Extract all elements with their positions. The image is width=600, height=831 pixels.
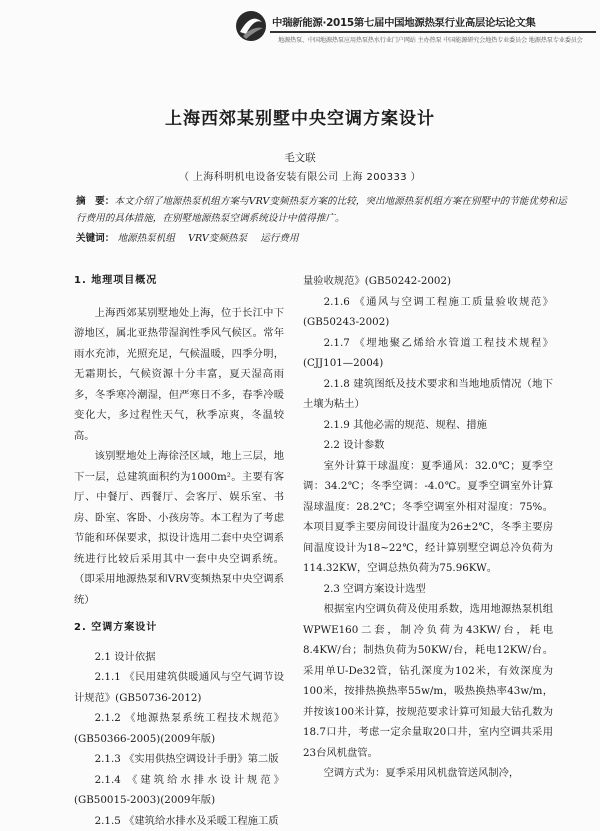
body-paragraph: 上海西郊某别墅地处上海，位于长江中下游地区，属北亚热带湿润性季风气候区。常年雨水充沛，光照充足，气候温暖，四季分明，无霜期长，气候资源十分丰富，夏天湿高雨多，冬季寒冷潮湿，但严寒日不多，春季冷暖变化大，多过程性天气，秋季凉爽，冬温较高。 — [74, 303, 284, 447]
proceedings-organizers: 地源热泵、中国地源热泵应用热泵热水行业门户网站 主办热泵 中国能源研究会地热专业委员会 地源热泵专业委员会 — [278, 35, 596, 44]
reference-item: 2.1.1 《民用建筑供暖通风与空气调节设计规范》(GB50736-2012) — [74, 667, 284, 708]
body-paragraph: 该别墅地处上海徐泾区域，地上三层，地下一层，总建筑面积约为1000m²。主要有客厅、中餐厅、西餐厅、会客厅、娱乐室、书房、卧室、客卧、小孩房等。本工程为了考虑节能和环保要求，拟设计选用二套中央空调系统进行比较后采用其中一套中央空调系统。（即采用地源热泵和VRV变频热泵中央空调系统） — [74, 446, 284, 610]
abstract — [76, 193, 570, 227]
keywords-label: 关键词： — [76, 233, 114, 244]
reference-item: 2.1.3 《实用供热空调设计手册》第二版 — [74, 749, 284, 770]
abstract-text: 本文介绍了地源热泵机组方案与VRV变频热泵方案的比较，突出地源热泵机组方案在别墅中的节能优势和运行费用的具体措施，在别墅地源热泵空调系统设计中值得推广。 — [76, 196, 567, 224]
proceedings-title: 中瑞新能源·2015第七届中国地源热泵行业高层论坛论文集 — [272, 14, 594, 29]
author-affiliation: （ 上海科明机电设备安装有限公司 上海 200333 ） — [0, 168, 600, 183]
abstract-label: 摘 要： — [76, 196, 114, 207]
header-divider — [270, 31, 596, 33]
reference-item: 2.1.8 建筑图纸及技术要求和当地地质情况（地下土壤为粘土） — [303, 374, 553, 415]
reference-item: 2.1.4 《建筑给水排水设计规范》(GB50015-2003)(2009年版) — [74, 770, 284, 811]
keywords — [76, 230, 570, 247]
section-heading: 2. 空调方案设计 — [74, 618, 284, 639]
journal-header — [0, 0, 600, 64]
reference-item: 2.1.6 《通风与空调工程施工质量验收规范》(GB50243-2002) — [303, 292, 553, 333]
subsection-heading: 2.2 设计参数 — [303, 435, 553, 456]
left-column — [74, 271, 284, 831]
conference-logo-icon — [234, 8, 268, 46]
reference-item: 2.1.7 《埋地聚乙烯给水管道工程技术规程》(CJJ101—2004) — [303, 333, 553, 374]
reference-item: 2.1.2 《地源热泵系统工程技术规范》(GB50366-2005)(2009年版) — [74, 708, 284, 749]
reference-item: 2.1.9 其他必需的规范、规程、措施 — [303, 415, 553, 436]
paper-title: 上海西郊某别墅中央空调方案设计 — [0, 104, 600, 129]
body-paragraph: 空调方式为：夏季采用风机盘管送风制冷， — [303, 763, 553, 784]
keyword: 运行费用 — [260, 233, 298, 244]
section-heading: 1. 地理项目概况 — [74, 271, 284, 292]
keyword: 地源热泵机组 — [117, 233, 175, 244]
paper-author: 毛文联 — [0, 150, 600, 165]
right-column — [303, 271, 553, 784]
body-paragraph: 室外计算干球温度：夏季通风：32.0℃；夏季空调：34.2℃；冬季空调：-4.0℃。夏季空调室外计算湿球温度：28.2℃；冬季空调室外相对湿度：75%。本项目夏季主要房间设计温度为26±2℃，冬季主要房间温度设计为18~22℃，经计算别墅空调总冷负荷为114.32KW，空调总热负荷为75.96KW。 — [303, 456, 553, 579]
reference-item: 2.1.5 《建筑给水排水及采暖工程施工质 — [74, 811, 284, 831]
body-paragraph: 根据室内空调负荷及使用系数，选用地源热泵机组WPWE160二套，制冷负荷为43KW/台，耗电8.4KW/台；制热负荷为50KW/台，耗电12KW/台。采用单U-De32管，钻孔深度为102米，有效深度为100米，按排热换热率55w/m，吸热换热率43w/m，并按该100米计算，按规范要求计算可知最大钻孔数为18.7口井，考虑一定余量取20口井，室内空调共采用23台风机盘管。 — [303, 599, 553, 763]
keyword: VRV变频热泵 — [188, 233, 247, 244]
subsection-heading: 2.3 空调方案设计选型 — [303, 579, 553, 600]
reference-item-continued: 量验收规范》(GB50242-2002) — [303, 271, 553, 292]
subsection-heading: 2.1 设计依据 — [74, 647, 284, 668]
